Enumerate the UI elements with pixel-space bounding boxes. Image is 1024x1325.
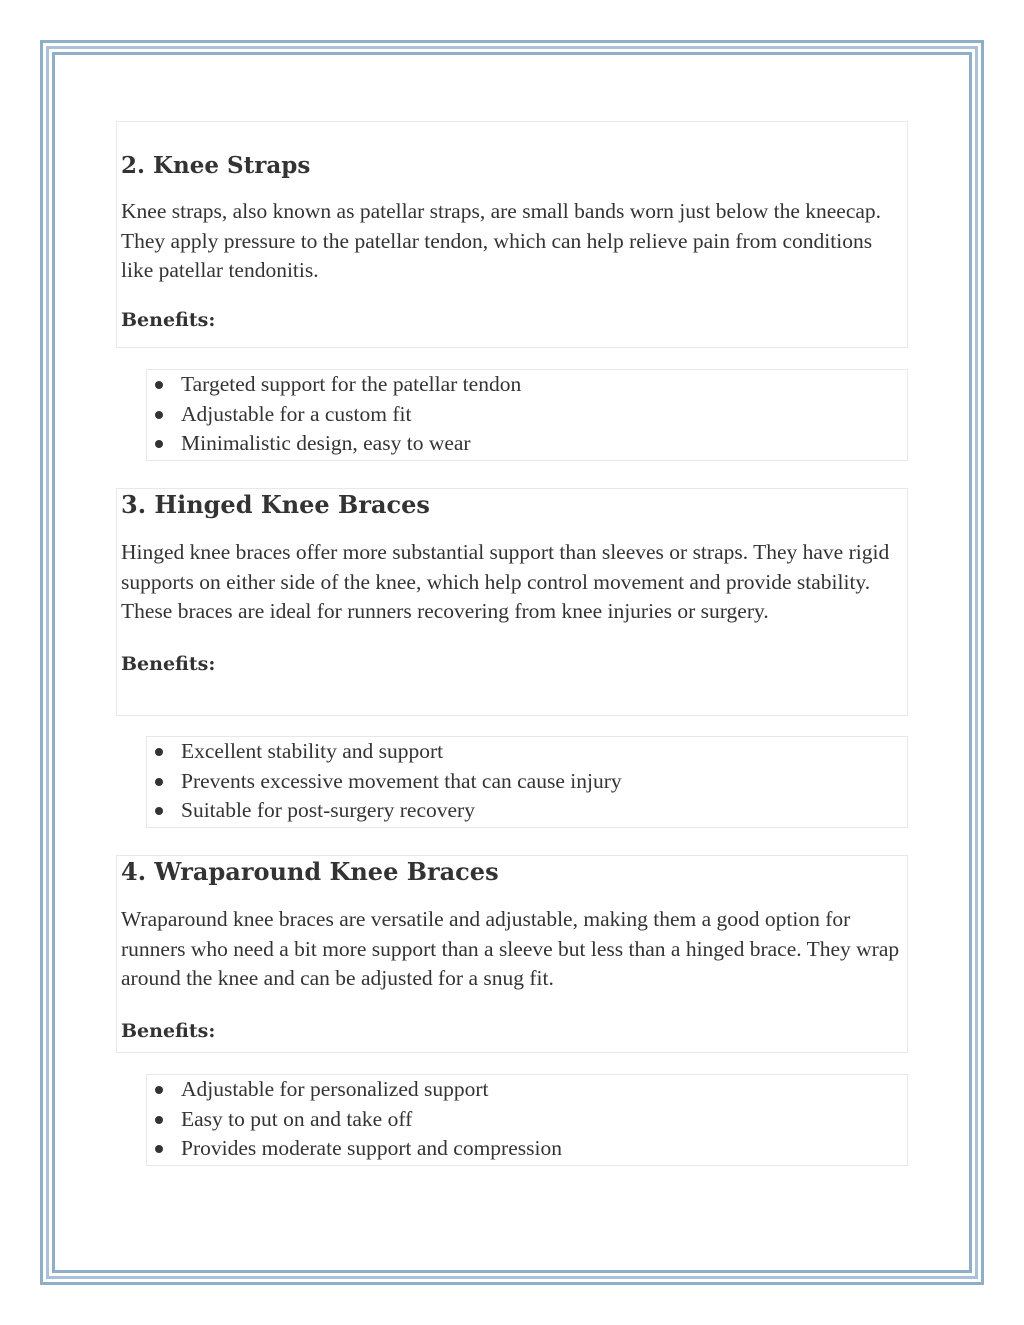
- section-heading: 4. Wraparound Knee Braces: [121, 857, 499, 886]
- bullet-icon: [155, 1116, 163, 1124]
- list-item: Excellent stability and support: [147, 737, 907, 767]
- section-wraparound-knee-braces: [116, 855, 908, 1053]
- list-item: Provides moderate support and compression: [147, 1134, 907, 1164]
- list-item: Adjustable for personalized support: [147, 1075, 907, 1105]
- bullet-icon: [155, 381, 163, 389]
- section-knee-straps: [116, 121, 908, 348]
- section-body: Wraparound knee braces are versatile and adjustable, making them a good option for runners who need a bit more support than a sleeve but less than a hinged brace. They wrap around the knee and can be adjusted for a snug fit.: [121, 907, 900, 990]
- section-heading: 2. Knee Straps: [121, 152, 311, 179]
- list-item: Minimalistic design, easy to wear: [147, 429, 907, 459]
- bullet-icon: [155, 778, 163, 786]
- bullet-icon: [155, 748, 163, 756]
- section-body: Knee straps, also known as patellar straps, are small bands worn just below the kneecap. They apply pressure to the patellar tendon, which can help relieve pain from conditions like patellar tendonitis.: [121, 199, 882, 282]
- bullet-icon: [155, 807, 163, 815]
- benefits-label: Benefits:: [121, 652, 216, 675]
- list-item: Easy to put on and take off: [147, 1105, 907, 1135]
- list-item: Targeted support for the patellar tendon: [147, 370, 907, 400]
- section-hinged-knee-braces: [116, 488, 908, 716]
- list-item: Prevents excessive movement that can cause injury: [147, 767, 907, 797]
- bullet-icon: [155, 1086, 163, 1094]
- benefits-list-wraparound-knee-braces: [146, 1074, 908, 1166]
- section-body: Hinged knee braces offer more substantial support than sleeves or straps. They have rigid supports on either side of the knee, which help control movement and provide stability. These braces are ideal for runners recovering from knee injuries or surgery.: [121, 540, 890, 623]
- section-heading: 3. Hinged Knee Braces: [121, 490, 430, 519]
- benefits-label: Benefits:: [121, 308, 216, 331]
- benefits-list-hinged-knee-braces: [146, 736, 908, 828]
- benefits-list-knee-straps: [146, 369, 908, 461]
- list-item: Suitable for post-surgery recovery: [147, 796, 907, 826]
- bullet-icon: [155, 411, 163, 419]
- benefits-label: Benefits:: [121, 1019, 216, 1042]
- bullet-icon: [155, 1145, 163, 1153]
- list-item: Adjustable for a custom fit: [147, 400, 907, 430]
- bullet-icon: [155, 440, 163, 448]
